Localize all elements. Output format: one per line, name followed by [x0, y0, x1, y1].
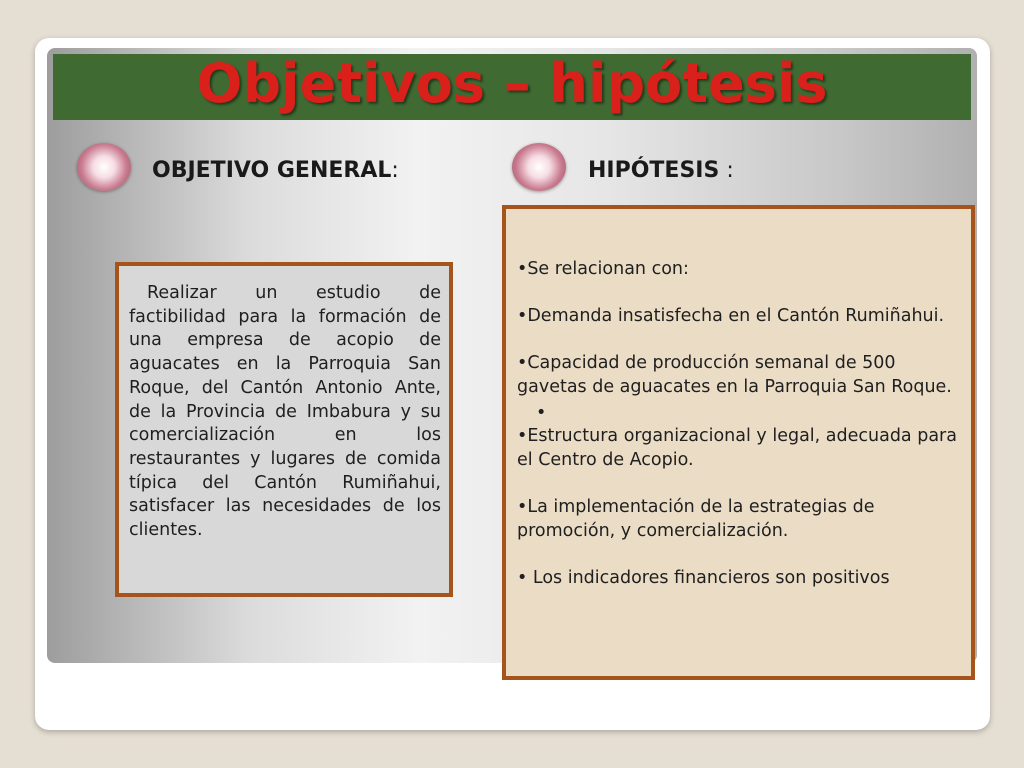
- hypothesis-heading: [588, 158, 734, 183]
- bullet-orb-icon: [512, 143, 566, 191]
- list-item: •Se relacionan con:: [517, 259, 689, 279]
- objective-heading-label: OBJETIVO GENERAL: [152, 158, 392, 183]
- list-item: • Los indicadores financieros son positivos: [517, 568, 890, 588]
- hypothesis-heading-suffix: :: [719, 158, 734, 183]
- hypothesis-box: [502, 205, 975, 680]
- hypothesis-heading-label: HIPÓTESIS: [588, 158, 720, 183]
- list-item: •Capacidad de producción semanal de 500 gavetas de aguacates en la Parroquia San Roque.: [517, 353, 952, 397]
- stray-bullet: •: [536, 403, 547, 423]
- slide-title: Objetivos – hipótesis: [196, 52, 828, 115]
- objective-text: Realizar un estudio de factibilidad para la formación de una empresa de acopio de aguacates en la Parroquia San Roque, del Cantón Antonio Ante, de la Provincia de Imbabura y su comercialización en los restaurantes y lugares de comida típica del Cantón Rumiñahui, satisfacer las necesidades de los clientes.: [129, 283, 441, 541]
- list-item: •Estructura organizacional y legal, adecuada para el Centro de Acopio.: [517, 426, 957, 470]
- list-item: •La implementación de la estrategias de promoción, y comercialización.: [517, 497, 875, 541]
- hypothesis-list: [517, 257, 965, 613]
- bullet-orb-icon: [77, 143, 131, 191]
- objective-box: [115, 262, 453, 597]
- objective-heading-suffix: :: [391, 158, 399, 183]
- list-item: •Demanda insatisfecha en el Cantón Rumiñahui.: [517, 306, 945, 326]
- objective-heading: [152, 158, 399, 183]
